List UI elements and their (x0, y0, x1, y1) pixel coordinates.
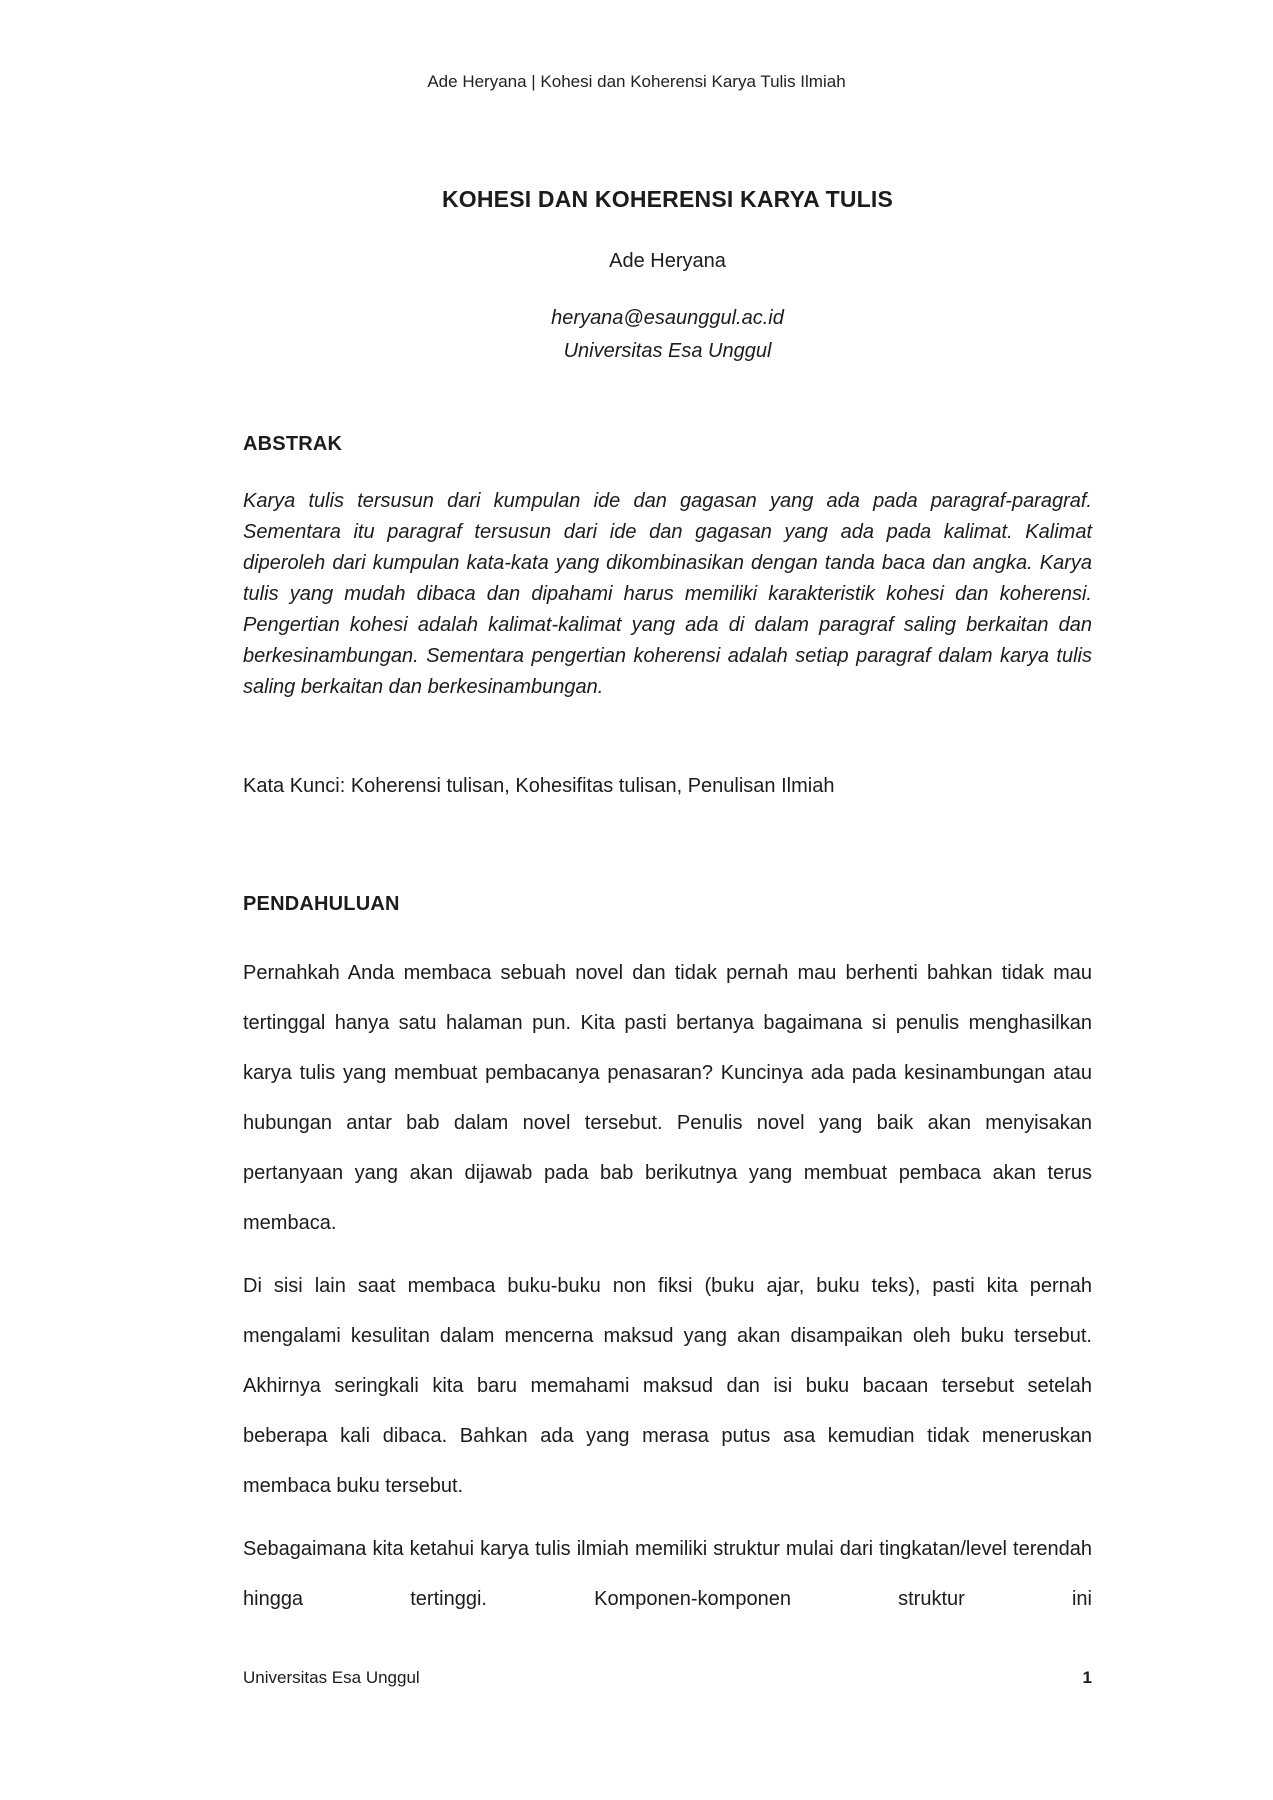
author-email: heryana@esaunggul.ac.id (551, 307, 784, 329)
body-paragraph: Pernahkah Anda membaca sebuah novel dan tidak pernah mau berhenti bahkan tidak mau tertinggal hanya satu halaman pun. Kita pasti bertanya bagaimana si penulis menghasilkan karya tulis yang membuat pembacanya penasaran? Kuncinya ada pada kesinambungan atau hubungan antar bab dalam novel tersebut. Penulis novel yang baik akan menyisakan pertanyaan yang akan dijawab pada bab berikutnya yang membuat pembaca akan terus membaca. (243, 962, 1092, 1234)
page-footer (243, 1668, 1092, 1688)
running-header: Ade Heryana | Kohesi dan Koherensi Karya Tulis Ilmiah (427, 72, 846, 91)
abstract-heading: ABSTRAK (243, 433, 343, 455)
footer-affiliation: Universitas Esa Unggul (243, 1668, 420, 1687)
abstract-text: Karya tulis tersusun dari kumpulan ide dan gagasan yang ada pada paragraf-paragraf. Sementara itu paragraf tersusun dari ide dan gagasan yang ada pada kalimat. Kalimat diperoleh dari kumpulan kata-kata yang dikombinasikan dengan tanda baca dan angka. Karya tulis yang mudah dibaca dan dipahami harus memiliki karakteristik kohesi dan koherensi. Pengertian kohesi adalah kalimat-kalimat yang ada di dalam paragraf saling berkaitan dan berkesinambungan. Sementara pengertian koherensi adalah setiap paragraf dalam karya tulis saling berkaitan dan berkesinambungan. (243, 490, 1092, 698)
introduction-heading: PENDAHULUAN (243, 893, 400, 915)
introduction-body (243, 948, 1092, 1637)
document-title: KOHESI DAN KOHERENSI KARYA TULIS (441, 186, 894, 212)
keywords-line: Kata Kunci: Koherensi tulisan, Kohesifitas tulisan, Penulisan Ilmiah (243, 775, 835, 797)
page-number: 1 (1082, 1668, 1092, 1687)
body-paragraph: Sebagaimana kita ketahui karya tulis ilmiah memiliki struktur mulai dari tingkatan/level terendah hingga tertinggi. Komponen-komponen struktur ini (243, 1538, 1092, 1610)
body-paragraph: Di sisi lain saat membaca buku-buku non fiksi (buku ajar, buku teks), pasti kita pernah mengalami kesulitan dalam mencerna maksud yang akan disampaikan oleh buku tersebut. Akhirnya seringkali kita baru memahami maksud dan isi buku bacaan tersebut setelah beberapa kali dibaca. Bahkan ada yang merasa putus asa kemudian tidak meneruskan membaca buku tersebut. (243, 1275, 1092, 1497)
author-affiliation: Universitas Esa Unggul (563, 340, 772, 362)
author-name: Ade Heryana (609, 250, 726, 272)
